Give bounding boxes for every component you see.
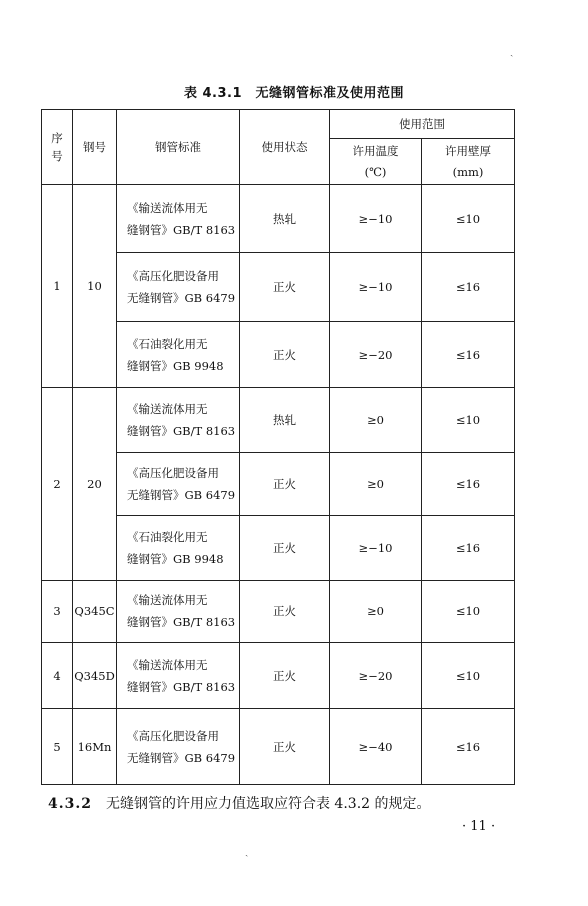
clause-4-3-2: [48, 793, 431, 813]
standard-line-1: 《输送流体用无: [127, 657, 208, 672]
standard-cell: [117, 452, 240, 515]
table-caption: 表 4.3.1 无缝钢管标准及使用范围: [183, 86, 405, 101]
seq-cell: 5: [42, 709, 73, 785]
temperature-cell: ≥−20: [330, 321, 422, 387]
standard-line-1: 《石油裂化用无: [127, 336, 208, 351]
header-thickness-label: 许用壁厚: [445, 143, 491, 158]
standard-cell: [117, 709, 240, 785]
table-row: [42, 580, 515, 642]
temperature-cell: ≥−20: [330, 643, 422, 709]
standard-line-1: 《输送流体用无: [127, 200, 208, 215]
seq-cell: 1: [42, 185, 73, 388]
standard-cell: [117, 253, 240, 321]
thickness-cell: ≤10: [422, 388, 515, 452]
clause-number: 4.3.2: [48, 796, 92, 812]
standard-line-2: 缝钢管》GB/T 8163: [127, 615, 236, 630]
table-row: [42, 185, 515, 253]
table-row: [42, 709, 515, 785]
standard-line-2: 缝钢管》GB 9948: [127, 551, 224, 566]
standard-cell: [117, 321, 240, 387]
scan-speck-mark: ˎ: [510, 46, 514, 57]
grade-cell: 16Mn: [73, 709, 117, 785]
thickness-cell: ≤10: [422, 185, 515, 253]
header-grade: 钢号: [73, 110, 117, 185]
header-temp-unit: (℃): [364, 164, 387, 179]
table-body: [42, 185, 515, 785]
clause-text: 无缝钢管的许用应力值选取应符合表 4.3.2 的规定。: [105, 796, 431, 812]
header-thickness-unit: (mm): [452, 164, 484, 179]
standard-line-2: 无缝钢管》GB 6479: [127, 487, 236, 502]
header-standard: 钢管标准: [117, 110, 240, 185]
standard-line-2: 缝钢管》GB/T 8163: [127, 424, 236, 439]
header-range: 使用范围: [330, 110, 515, 139]
standard-line-1: 《高压化肥设备用: [127, 269, 219, 284]
standard-line-1: 《输送流体用无: [127, 593, 208, 608]
standard-cell: [117, 185, 240, 253]
header-condition: 使用状态: [240, 110, 330, 185]
grade-cell: Q345D: [73, 643, 117, 709]
table-row: [42, 643, 515, 709]
thickness-cell: ≤16: [422, 516, 515, 580]
standard-line-1: 《高压化肥设备用: [127, 728, 219, 743]
thickness-cell: ≤10: [422, 643, 515, 709]
standard-line-2: 无缝钢管》GB 6479: [127, 750, 236, 765]
thickness-cell: ≤16: [422, 709, 515, 785]
standard-cell: [117, 580, 240, 642]
condition-cell: 正火: [240, 452, 330, 515]
header-seq-text: 序号: [51, 131, 63, 163]
condition-cell: 正火: [240, 321, 330, 387]
thickness-cell: ≤16: [422, 321, 515, 387]
thickness-cell: ≤16: [422, 452, 515, 515]
header-seq: [42, 110, 73, 185]
header-temp: [330, 139, 422, 185]
standard-line-1: 《石油裂化用无: [127, 529, 208, 544]
seq-cell: 2: [42, 388, 73, 580]
steel-pipe-table: [41, 109, 515, 785]
thickness-cell: ≤16: [422, 253, 515, 321]
temperature-cell: ≥0: [330, 452, 422, 515]
grade-cell: Q345C: [73, 580, 117, 642]
standard-line-1: 《高压化肥设备用: [127, 465, 219, 480]
scan-speck-mark-bottom: ˏ: [245, 846, 249, 857]
standard-cell: [117, 643, 240, 709]
seq-cell: 4: [42, 643, 73, 709]
standard-cell: [117, 516, 240, 580]
condition-cell: 正火: [240, 253, 330, 321]
temperature-cell: ≥−10: [330, 516, 422, 580]
standard-line-2: 缝钢管》GB/T 8163: [127, 222, 236, 237]
temperature-cell: ≥0: [330, 388, 422, 452]
standard-line-2: 无缝钢管》GB 6479: [127, 291, 236, 306]
page-number: · 11 ·: [462, 819, 496, 834]
seq-cell: 3: [42, 580, 73, 642]
standard-line-2: 缝钢管》GB 9948: [127, 358, 224, 373]
standard-line-2: 缝钢管》GB/T 8163: [127, 679, 236, 694]
condition-cell: 正火: [240, 580, 330, 642]
header-thickness: [422, 139, 515, 185]
temperature-cell: ≥−10: [330, 185, 422, 253]
condition-cell: 热轧: [240, 185, 330, 253]
temperature-cell: ≥−10: [330, 253, 422, 321]
table-row: [42, 388, 515, 452]
temperature-cell: ≥0: [330, 580, 422, 642]
standard-cell: [117, 388, 240, 452]
grade-cell: 20: [73, 388, 117, 580]
temperature-cell: ≥−40: [330, 709, 422, 785]
condition-cell: 热轧: [240, 388, 330, 452]
standard-line-1: 《输送流体用无: [127, 402, 208, 417]
header-temp-label: 许用温度: [352, 143, 399, 158]
condition-cell: 正火: [240, 516, 330, 580]
condition-cell: 正火: [240, 643, 330, 709]
header-row-top: [42, 110, 515, 139]
thickness-cell: ≤10: [422, 580, 515, 642]
grade-cell: 10: [73, 185, 117, 388]
condition-cell: 正火: [240, 709, 330, 785]
